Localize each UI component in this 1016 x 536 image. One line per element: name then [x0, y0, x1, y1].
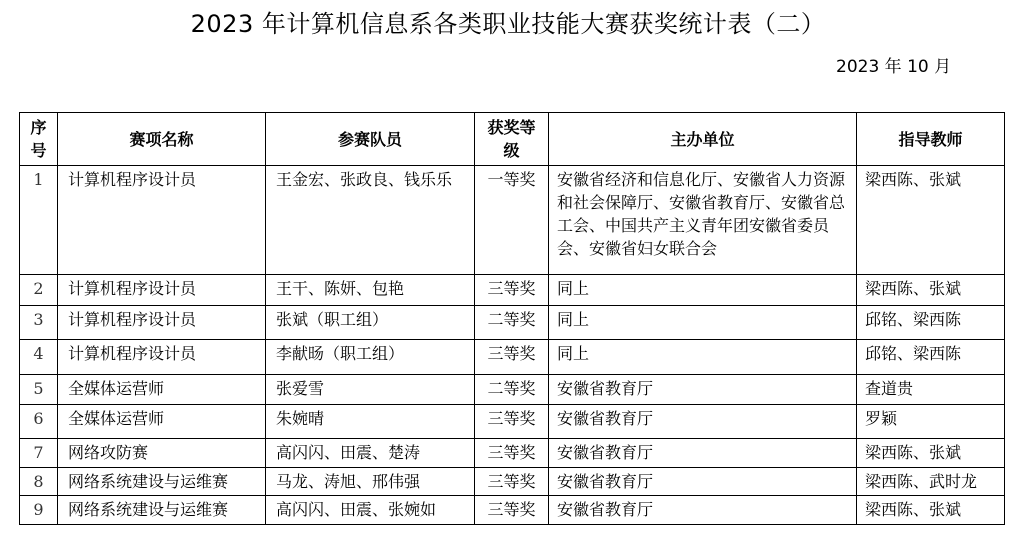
table-row	[20, 340, 1005, 375]
cell-level: 三等奖	[475, 439, 549, 468]
cell-level: 二等奖	[475, 306, 549, 340]
cell-coach: 邱铭、梁西陈	[857, 340, 1005, 375]
cell-coach: 梁西陈、张斌	[857, 496, 1005, 525]
cell-event: 计算机程序设计员	[58, 306, 266, 340]
cell-no: 2	[20, 275, 58, 306]
table-row	[20, 275, 1005, 306]
header-organizer: 主办单位	[549, 113, 857, 166]
cell-team: 王干、陈妍、包艳	[266, 275, 475, 306]
cell-organizer: 同上	[549, 306, 857, 340]
cell-organizer: 安徽省教育厅	[549, 439, 857, 468]
table-row	[20, 166, 1005, 275]
cell-no: 6	[20, 405, 58, 439]
cell-team: 李献旸（职工组）	[266, 340, 475, 375]
cell-coach: 邱铭、梁西陈	[857, 306, 1005, 340]
table-row	[20, 375, 1005, 405]
cell-organizer: 同上	[549, 340, 857, 375]
awards-table	[19, 112, 1005, 525]
cell-no: 9	[20, 496, 58, 525]
cell-no: 1	[20, 166, 58, 275]
cell-coach: 梁西陈、张斌	[857, 275, 1005, 306]
table-row	[20, 405, 1005, 439]
cell-event: 计算机程序设计员	[58, 340, 266, 375]
cell-level: 二等奖	[475, 375, 549, 405]
cell-organizer: 安徽省教育厅	[549, 496, 857, 525]
cell-event: 全媒体运营师	[58, 405, 266, 439]
cell-event: 计算机程序设计员	[58, 166, 266, 275]
cell-level: 一等奖	[475, 166, 549, 275]
cell-level: 三等奖	[475, 275, 549, 306]
table-row	[20, 439, 1005, 468]
cell-level: 三等奖	[475, 468, 549, 496]
document-title: 2023 年计算机信息系各类职业技能大赛获奖统计表（二）	[190, 10, 826, 38]
cell-event: 网络系统建设与运维赛	[58, 496, 266, 525]
table-row	[20, 306, 1005, 340]
cell-team: 张爱雪	[266, 375, 475, 405]
cell-event: 全媒体运营师	[58, 375, 266, 405]
cell-no: 8	[20, 468, 58, 496]
header-event: 赛项名称	[58, 113, 266, 166]
header-coach: 指导教师	[857, 113, 1005, 166]
cell-no: 7	[20, 439, 58, 468]
cell-coach: 梁西陈、张斌	[857, 439, 1005, 468]
header-no: 序号	[20, 113, 58, 166]
cell-no: 5	[20, 375, 58, 405]
table-row	[20, 496, 1005, 525]
cell-event: 网络攻防赛	[58, 439, 266, 468]
cell-team: 朱婉晴	[266, 405, 475, 439]
cell-event: 计算机程序设计员	[58, 275, 266, 306]
header-level: 获奖等级	[475, 113, 549, 166]
cell-coach: 梁西陈、武时龙	[857, 468, 1005, 496]
cell-coach: 罗颖	[857, 405, 1005, 439]
cell-team: 王金宏、张政良、钱乐乐	[266, 166, 475, 275]
cell-coach: 查道贵	[857, 375, 1005, 405]
cell-level: 三等奖	[475, 405, 549, 439]
cell-organizer: 安徽省经济和信息化厅、安徽省人力资源和社会保障厅、安徽省教育厅、安徽省总工会、中国共产主义青年团安徽省委员会、安徽省妇女联合会	[549, 166, 857, 275]
cell-organizer: 同上	[549, 275, 857, 306]
header-team: 参赛队员	[266, 113, 475, 166]
table-header-row	[20, 113, 1005, 166]
table-row	[20, 468, 1005, 496]
cell-organizer: 安徽省教育厅	[549, 405, 857, 439]
cell-event: 网络系统建设与运维赛	[58, 468, 266, 496]
cell-coach: 梁西陈、张斌	[857, 166, 1005, 275]
cell-team: 张斌（职工组）	[266, 306, 475, 340]
cell-organizer: 安徽省教育厅	[549, 468, 857, 496]
cell-team: 高闪闪、田震、张婉如	[266, 496, 475, 525]
cell-no: 3	[20, 306, 58, 340]
cell-level: 三等奖	[475, 340, 549, 375]
cell-team: 高闪闪、田震、楚涛	[266, 439, 475, 468]
cell-level: 三等奖	[475, 496, 549, 525]
cell-team: 马龙、涛旭、邢伟强	[266, 468, 475, 496]
cell-organizer: 安徽省教育厅	[549, 375, 857, 405]
cell-no: 4	[20, 340, 58, 375]
document-date: 2023 年 10 月	[836, 57, 952, 77]
